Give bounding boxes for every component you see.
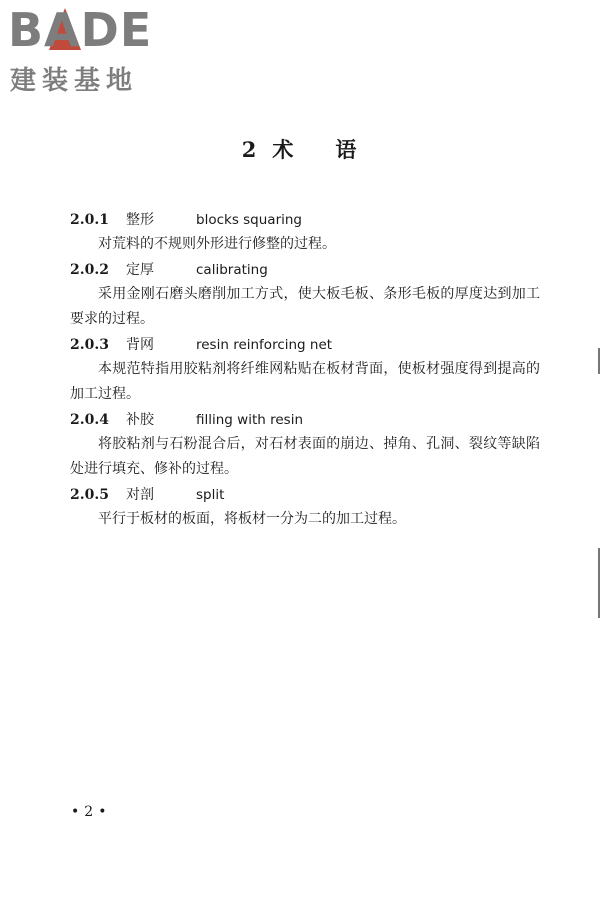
term-number: 2.0.4 bbox=[70, 412, 109, 428]
chapter-number: 2 bbox=[241, 137, 259, 162]
page-number-dot-left: • bbox=[71, 804, 80, 820]
term-number: 2.0.5 bbox=[70, 487, 109, 503]
logo-wordmark: BADE bbox=[8, 3, 153, 57]
term-entry bbox=[70, 483, 540, 532]
term-heading bbox=[70, 483, 540, 507]
term-number: 2.0.2 bbox=[70, 262, 109, 278]
term-chinese: 背网 bbox=[126, 337, 154, 353]
term-heading bbox=[70, 333, 540, 357]
term-chinese: 补胶 bbox=[126, 412, 154, 428]
chapter-title bbox=[0, 134, 600, 164]
chapter-title-part1: 术 bbox=[272, 137, 296, 162]
term-number: 2.0.1 bbox=[70, 212, 109, 228]
term-english: resin reinforcing net bbox=[196, 337, 333, 353]
term-english: split bbox=[196, 487, 225, 503]
term-chinese: 整形 bbox=[126, 212, 154, 228]
term-english: calibrating bbox=[196, 262, 268, 278]
watermark-logo bbox=[8, 2, 180, 96]
term-definition: 本规范特指用胶粘剂将纤维网粘贴在板材背面，使板材强度得到提高的加工过程。 bbox=[70, 361, 540, 402]
term-chinese: 对剖 bbox=[126, 487, 154, 503]
term-chinese: 定厚 bbox=[126, 262, 154, 278]
page-number-value: 2 bbox=[84, 804, 94, 820]
term-definition: 对荒料的不规则外形进行修整的过程。 bbox=[98, 236, 336, 252]
term-definition: 采用金刚石磨头磨削加工方式，使大板毛板、条形毛板的厚度达到加工要求的过程。 bbox=[70, 286, 540, 327]
logo-chinese-name: 建装基地 bbox=[10, 66, 139, 96]
page-number bbox=[66, 804, 111, 820]
term-definition: 平行于板材的板面，将板材一分为二的加工过程。 bbox=[98, 511, 406, 527]
page-number-dot-right: • bbox=[98, 804, 107, 820]
term-entry bbox=[70, 333, 540, 407]
term-heading bbox=[70, 258, 540, 282]
term-entry bbox=[70, 258, 540, 332]
term-number: 2.0.3 bbox=[70, 337, 109, 353]
term-english: filling with resin bbox=[196, 412, 304, 428]
term-heading bbox=[70, 208, 540, 232]
term-definition: 将胶粘剂与石粉混合后，对石材表面的崩边、掉角、孔洞、裂纹等缺陷处进行填充、修补的过程。 bbox=[70, 436, 540, 477]
term-entry bbox=[70, 208, 540, 257]
chapter-title-part2: 语 bbox=[335, 137, 359, 162]
term-heading bbox=[70, 408, 540, 432]
term-english: blocks squaring bbox=[196, 212, 303, 228]
term-list bbox=[70, 208, 540, 533]
term-entry bbox=[70, 408, 540, 482]
